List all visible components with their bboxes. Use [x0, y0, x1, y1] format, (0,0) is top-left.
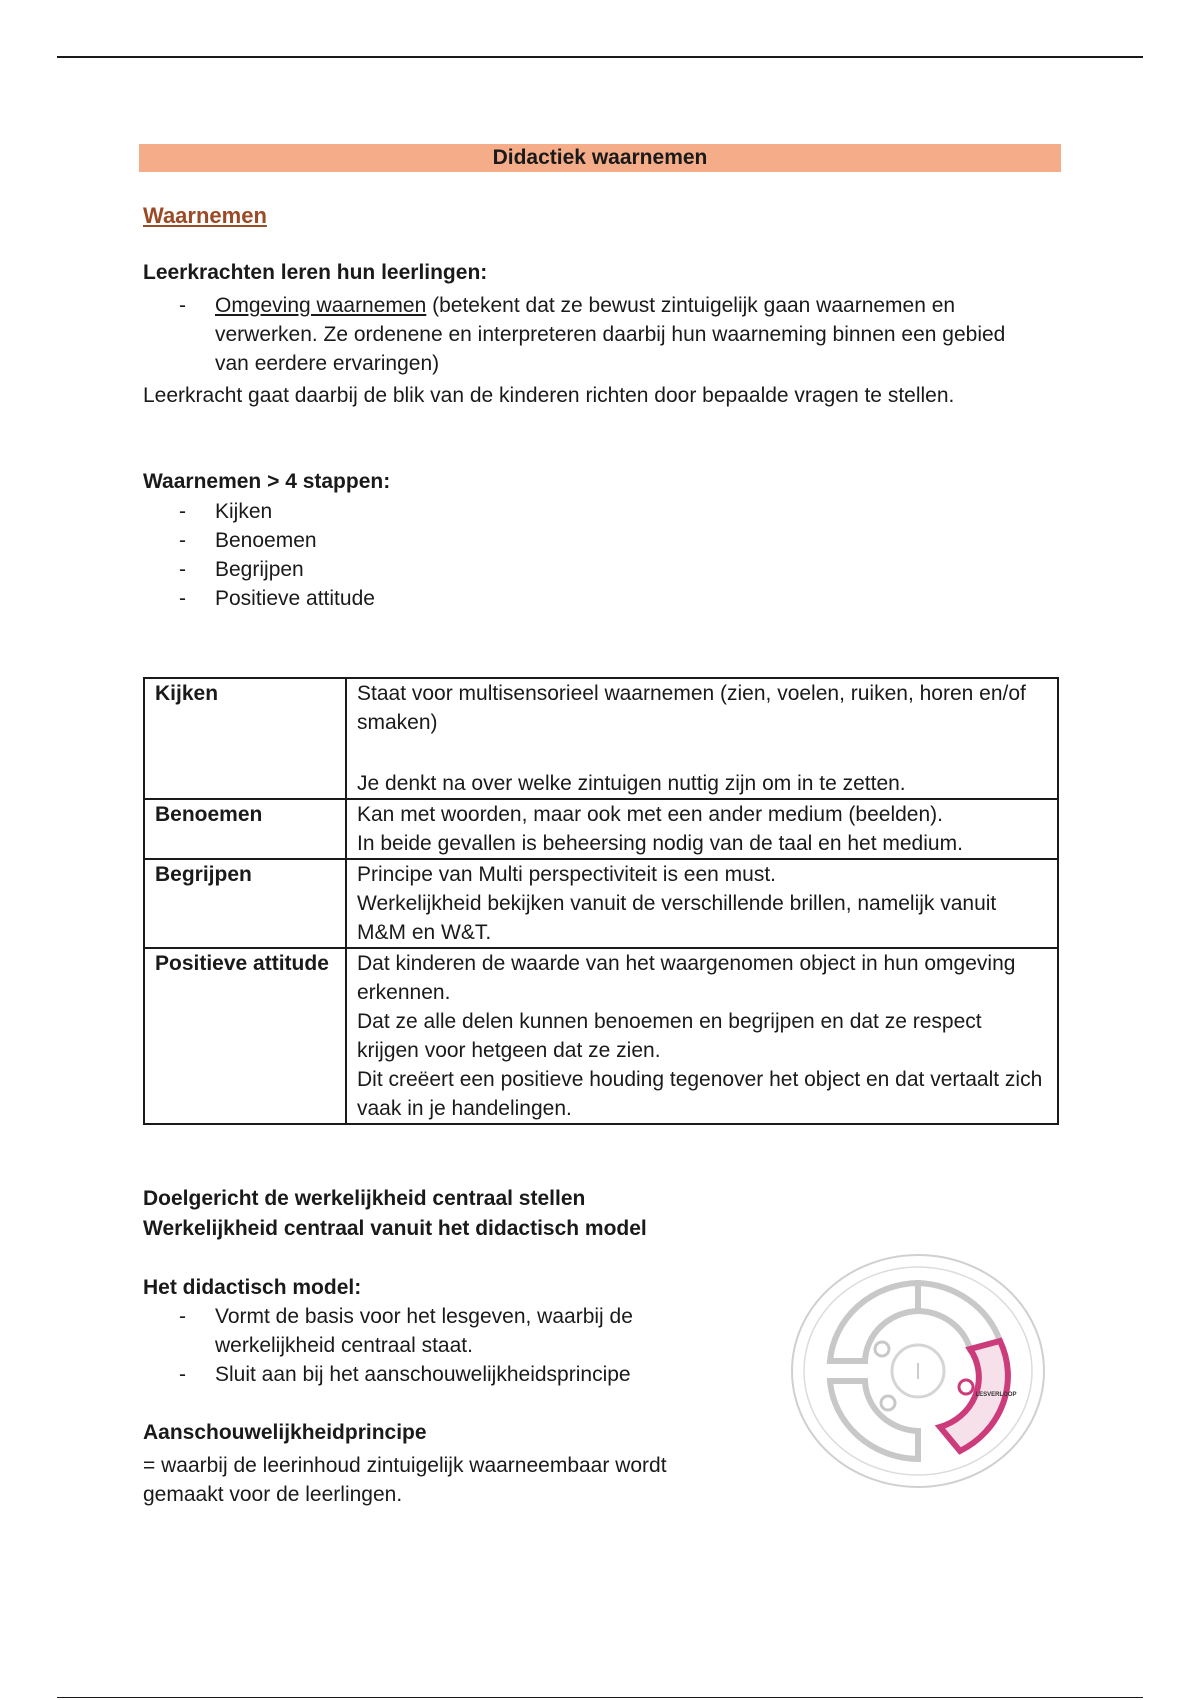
list-item: - Vormt de basis voor het lesgeven, waarbij de werkelijkheid centraal staat.	[143, 1302, 723, 1360]
steps-heading: Waarnemen > 4 stappen:	[143, 470, 391, 493]
table-line: Kan met woorden, maar ook met een ander medium (beelden).	[357, 803, 943, 826]
table-spacer	[357, 737, 1047, 769]
footer-rule	[57, 1697, 1143, 1698]
model-list	[143, 1302, 723, 1389]
table-line: In beide gevallen is beheersing nodig van de taal en het medium.	[357, 832, 963, 855]
intro-heading: Leerkrachten leren hun leerlingen:	[143, 261, 488, 284]
table-line: Staat voor multisensorieel waarnemen (zien, voelen, ruiken, horen en/of smaken)	[357, 682, 1026, 734]
table-description	[346, 948, 1058, 1124]
table-line: Je denkt na over welke zintuigen nuttig zijn om in te zetten.	[357, 772, 906, 795]
page-title: Didactiek waarnemen	[139, 144, 1061, 172]
intro-list	[143, 291, 1043, 378]
table-description	[346, 678, 1058, 799]
underlined-term: Omgeving waarnemen	[215, 294, 427, 317]
steps-list	[143, 497, 375, 613]
table-row	[144, 859, 1058, 948]
table-term: Kijken	[144, 678, 346, 799]
list-item: - Positieve attitude	[143, 584, 375, 613]
figure-highlight-label: LESVERLOOP	[975, 1392, 1017, 1398]
list-item: - Benoemen	[143, 526, 375, 555]
intro-note: Leerkracht gaat daarbij de blik van de kinderen richten door bepaalde vragen te stellen.	[143, 384, 955, 407]
table-line: Werkelijkheid bekijken vanuit de verschillende brillen, namelijk vanuit M&M en W&T.	[357, 892, 997, 944]
table-row	[144, 799, 1058, 859]
puzzle-wheel-icon	[790, 1253, 1046, 1489]
list-item	[143, 291, 1043, 378]
list-item: - Sluit aan bij het aanschouwelijkheidsprincipe	[143, 1360, 723, 1389]
list-item: - Kijken	[143, 497, 375, 526]
table-description	[346, 799, 1058, 859]
principle-heading: Aanschouwelijkheidprincipe	[143, 1421, 427, 1444]
goal-line-1: Doelgericht de werkelijkheid centraal stellen	[143, 1187, 586, 1210]
table-line: Dat kinderen de waarde van het waargenomen object in hun omgeving erkennen.	[357, 952, 1016, 1004]
table-line: Principe van Multi perspectiviteit is een must.	[357, 863, 777, 886]
header-rule	[57, 56, 1143, 58]
didactic-model-diagram	[790, 1253, 1046, 1489]
table-line: Dat ze alle delen kunnen benoemen en begrijpen en dat ze respect krijgen voor hetgeen dat ze zien.	[357, 1010, 982, 1062]
model-heading: Het didactisch model:	[143, 1276, 362, 1299]
table-line: Dit creëert een positieve houding tegenover het object en dat vertaalt zich vaak in je handelingen.	[357, 1068, 1043, 1120]
goal-line-2: Werkelijkheid centraal vanuit het didactisch model	[143, 1217, 647, 1240]
table-term: Begrijpen	[144, 859, 346, 948]
steps-table	[143, 677, 1059, 1125]
principle-text: = waarbij de leerinhoud zintuigelijk waarneembaar wordt gemaakt voor de leerlingen.	[143, 1454, 667, 1506]
item-description: (betekent dat ze bewust zintuigelijk gaan waarnemen en verwerken. Ze ordenene en interpreteren daarbij hun waarneming binnen een gebied van eerdere ervaringen)	[215, 294, 1006, 375]
section-heading: Waarnemen	[143, 203, 267, 228]
table-term: Positieve attitude	[144, 948, 346, 1124]
table-row	[144, 678, 1058, 799]
table-description	[346, 859, 1058, 948]
table-row	[144, 948, 1058, 1124]
list-item: - Begrijpen	[143, 555, 375, 584]
table-term: Benoemen	[144, 799, 346, 859]
